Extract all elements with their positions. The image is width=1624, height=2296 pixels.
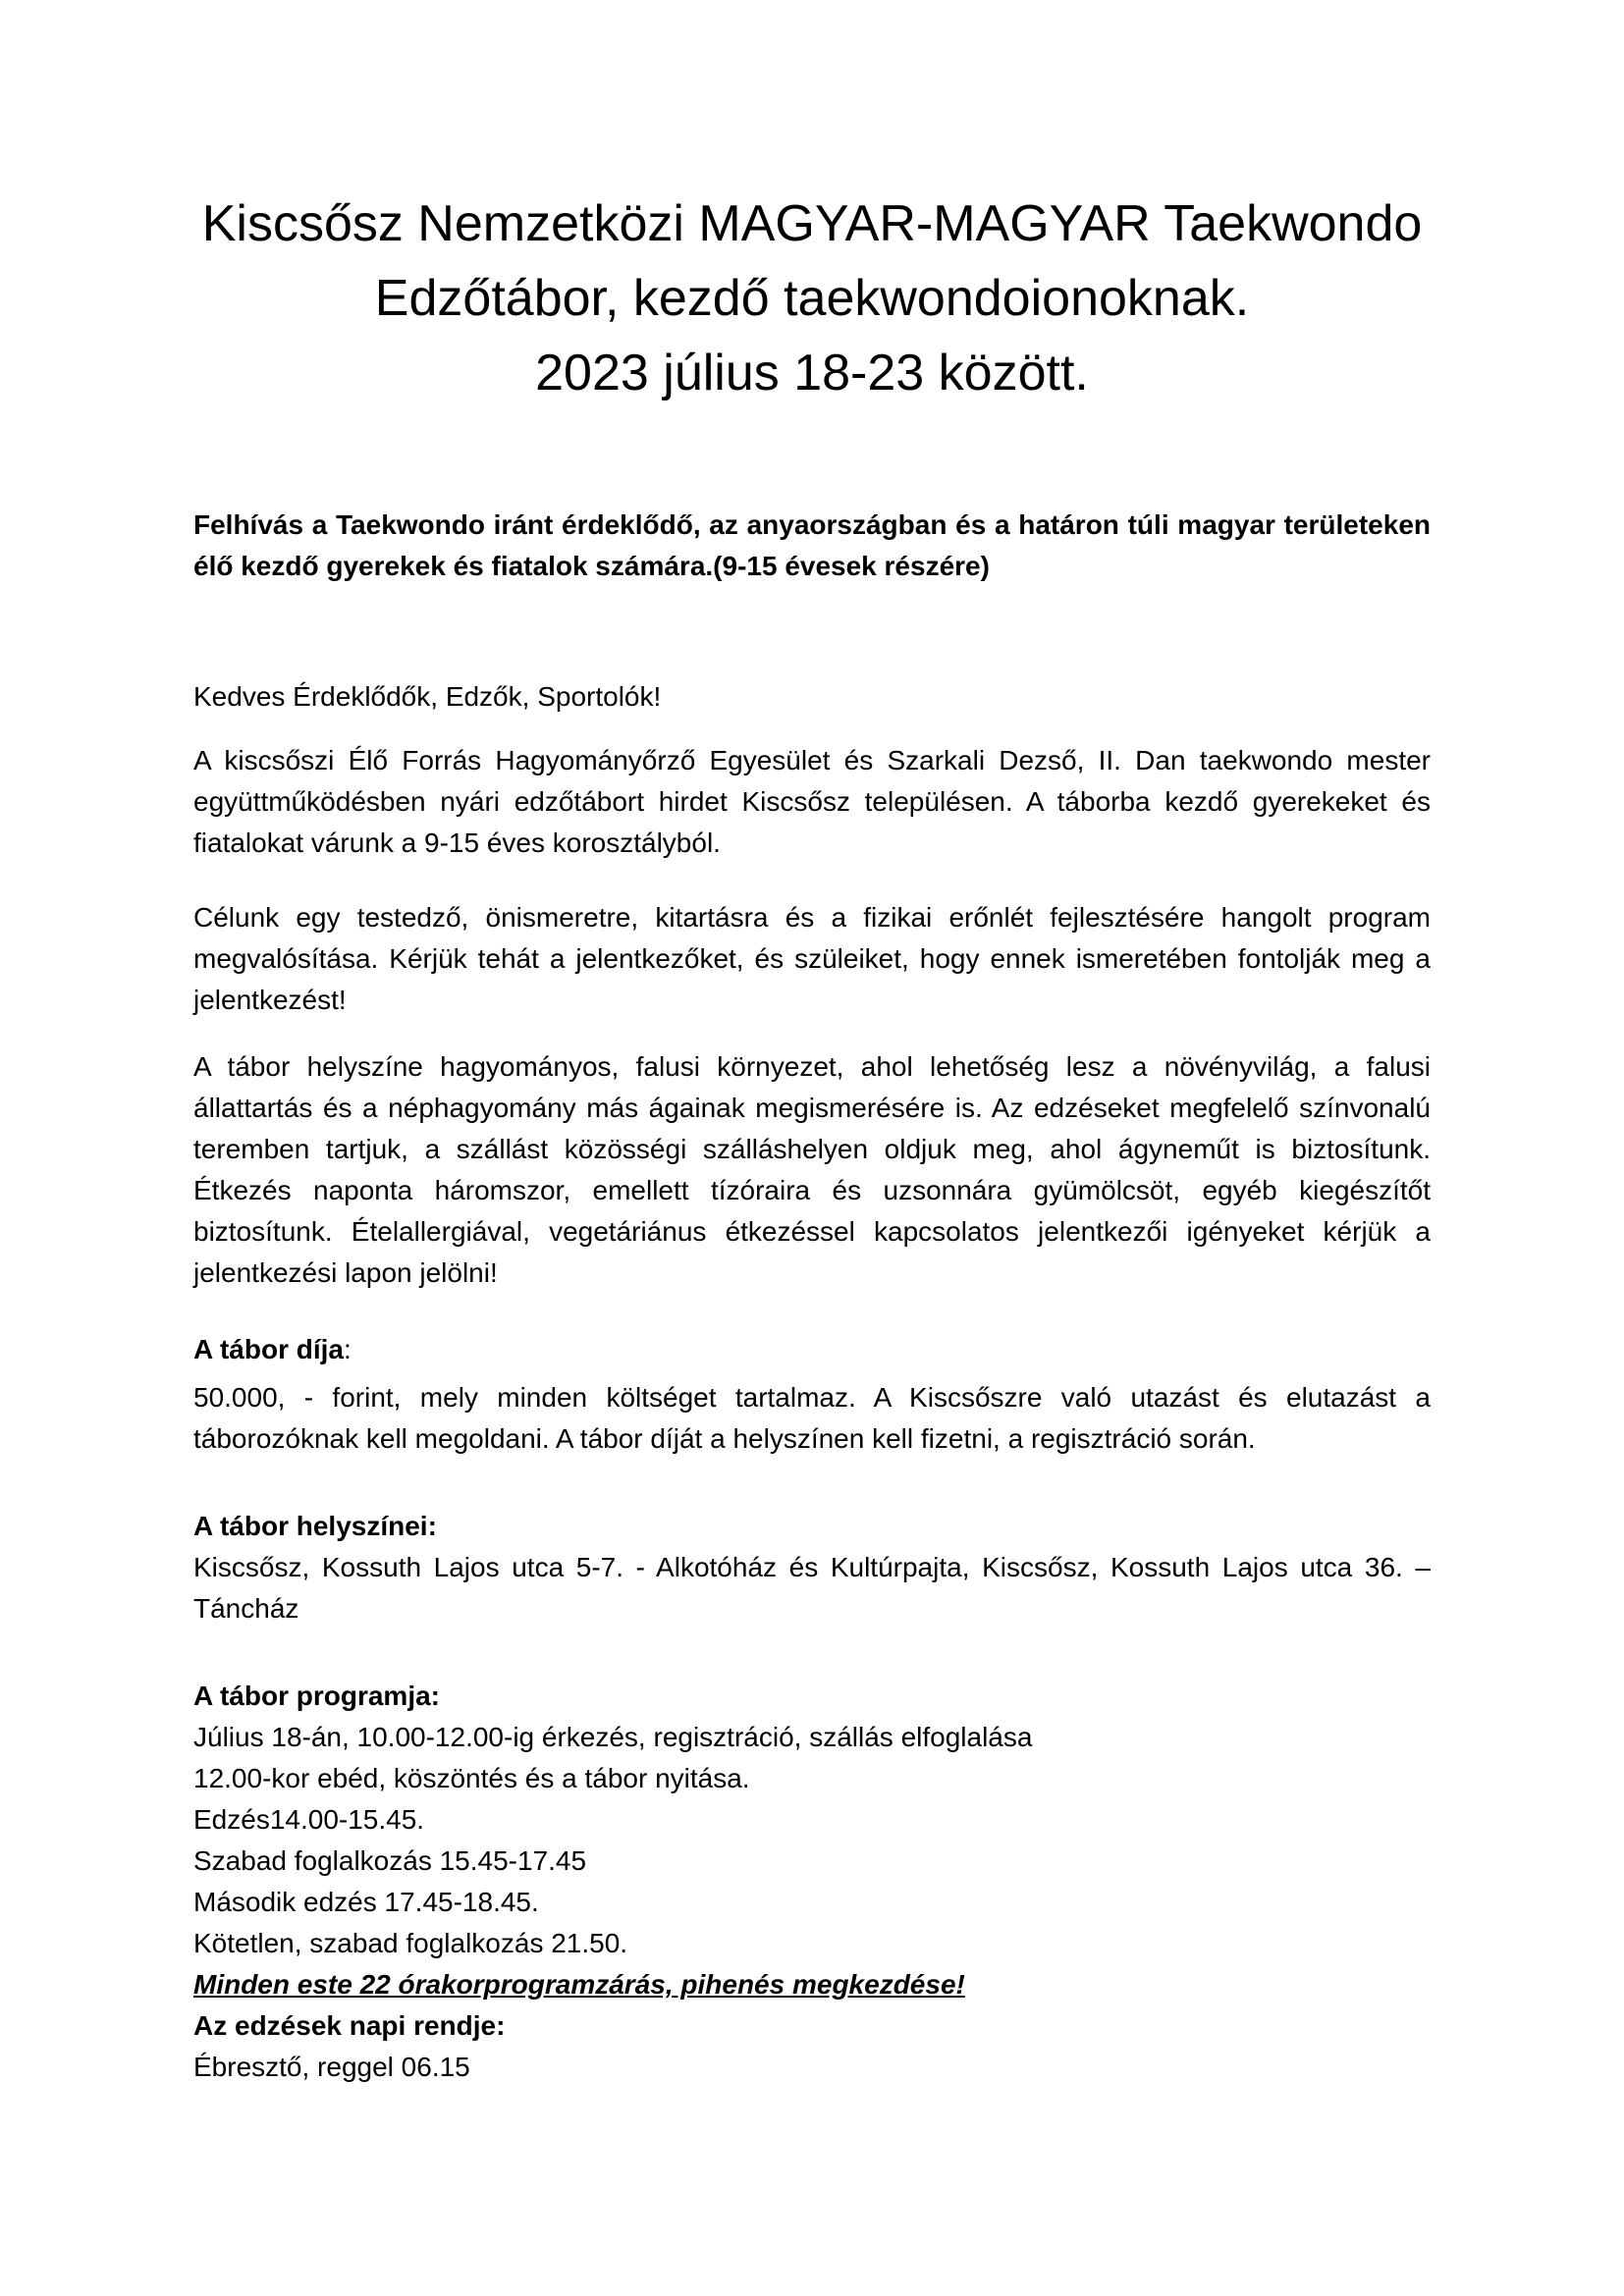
daily-schedule-heading: Az edzések napi rendje: xyxy=(193,2010,506,2041)
fee-heading xyxy=(193,1329,1431,1370)
fee-paragraph: 50.000, - forint, mely minden költséget tartalmaz. A Kiscsőszre való utazást és elutazást a táborozóknak kell megoldani. A tábor díját a helyszínen kell fizetni, a regisztráció során. xyxy=(193,1382,1431,1454)
venue-paragraph: A tábor helyszíne hagyományos, falusi környezet, ahol lehetőség lesz a növényvilág, a falusi állattartás és a néphagyomány más ágainak megismerésére is. Az edzéseket megfelelő színvonalú teremben tartjuk, a szállást közösségi szálláshelyen oldjuk meg, ahol ágyneműt is biztosítunk. Étkezés naponta háromszor, emellett tízóraira és uzsonnára gyümölcsöt, egyéb kiegészítőt biztosítunk. Ételallergiával, vegetáriánus étkezéssel kapcsolatos jelentkezői igényeket kérjük a jelentkezési lapon jelölni! xyxy=(193,1051,1431,1288)
title-line-3: 2023 július 18-23 között. xyxy=(535,345,1089,401)
fee-heading-text: A tábor díja xyxy=(193,1334,344,1364)
program-item-evening: Kötetlen, szabad foglalkozás 21.50. xyxy=(193,1928,628,1958)
program-item-arrival: Július 18-án, 10.00-12.00-ig érkezés, regisztráció, szállás elfoglalása xyxy=(193,1722,1033,1752)
greeting-line: Kedves Érdeklődők, Edzők, Sportolók! xyxy=(193,681,662,712)
fee-heading-colon: : xyxy=(343,1334,352,1364)
locations-paragraph: Kiscsősz, Kossuth Lajos utca 5-7. - Alkotóház és Kultúrpajta, Kiscsősz, Kossuth Lajos utca 36. – Táncház xyxy=(193,1552,1431,1624)
callout-paragraph: Felhívás a Taekwondo iránt érdeklődő, az anyaországban és a határon túli magyar területeken élő kezdő gyerekek és fiatalok számára.(9-15 évesek részére) xyxy=(193,509,1431,581)
title-line-2: Edzőtábor, kezdő taekwondoionoknak. xyxy=(374,270,1250,327)
program-heading: A tábor programja: xyxy=(193,1681,440,1711)
title-line-1: Kiscsősz Nemzetközi MAGYAR-MAGYAR Taekwondo xyxy=(201,195,1423,252)
program-item-lunch: 12.00-kor ebéd, köszöntés és a tábor nyitása. xyxy=(193,1763,750,1793)
program-item-training1: Edzés14.00-15.45. xyxy=(193,1804,425,1835)
daily-schedule-item-wakeup: Ébresztő, reggel 06.15 xyxy=(193,2052,470,2082)
goal-paragraph: Célunk egy testedző, önismeretre, kitartásra és a fizikai erőnlét fejlesztésére hangolt program megvalósítása. Kérjük tehát a jelentkezőket, és szüleiket, hogy ennek ismeretében fontolják meg a jelentkezést! xyxy=(193,902,1431,1015)
program-item-freetime: Szabad foglalkozás 15.45-17.45 xyxy=(193,1845,587,1876)
program-item-training2: Második edzés 17.45-18.45. xyxy=(193,1887,539,1917)
document-title xyxy=(193,187,1431,410)
locations-heading: A tábor helyszínei: xyxy=(193,1511,437,1541)
organizer-paragraph: A kiscsőszi Élő Forrás Hagyományőrző Egyesület és Szarkali Dezső, II. Dan taekwondo mester együttműködésben nyári edzőtábort hirdet Kiscsősz településen. A táborba kezdő gyerekeket és fiatalokat várunk a 9-15 éves korosztályból. xyxy=(193,745,1431,858)
program-highlight-line: Minden este 22 órakorprogramzárás, pihenés megkezdése! xyxy=(193,1969,965,2000)
